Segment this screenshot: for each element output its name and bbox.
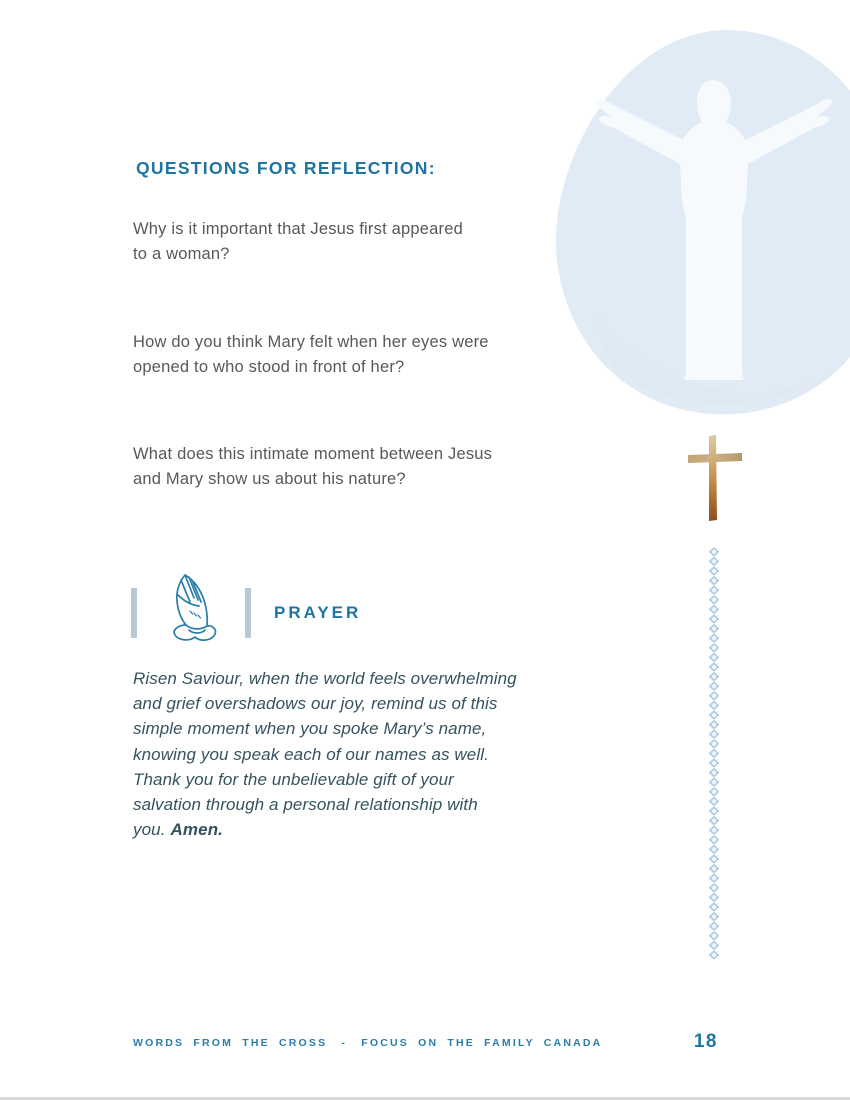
prayer-line [133, 817, 517, 842]
question-line: What does this intimate moment between Jesus [133, 445, 493, 463]
reflection-question-3 [133, 442, 492, 493]
risen-christ-silhouette-icon [540, 18, 850, 420]
reflection-question-2 [133, 330, 489, 381]
question-line: Why is it important that Jesus first appeared [133, 220, 463, 238]
footer-title-word: WORDS [133, 1037, 185, 1049]
diamond-chain-divider-icon [708, 547, 720, 959]
footer-title-middle: FROM THE [193, 1037, 270, 1049]
watercolor-cross-icon [684, 430, 746, 525]
question-line: How do you think Mary felt when her eyes were [133, 333, 489, 351]
question-line: to a woman? [133, 245, 230, 264]
reflection-heading: QUESTIONS FOR REFLECTION: [136, 158, 436, 178]
prayer-line: and grief overshadows our joy, remind us of this [133, 694, 498, 714]
prayer-line: Risen Saviour, when the world feels overwhelming [133, 669, 517, 688]
question-line: and Mary show us about his nature? [133, 470, 406, 489]
question-line: opened to who stood in front of her? [133, 358, 405, 377]
footer-publisher: FOCUS ON THE FAMILY CANADA [361, 1037, 603, 1049]
prayer-last-line: you. [133, 820, 166, 840]
footer-separator: - [341, 1037, 348, 1049]
prayer-text [133, 666, 517, 842]
reflection-question-1 [133, 217, 463, 268]
footer-running-title [133, 1037, 602, 1049]
page-number: 18 [693, 1031, 718, 1052]
praying-hands-icon [162, 570, 230, 646]
prayer-line: salvation through a personal relationship with [133, 795, 478, 815]
prayer-right-bar [245, 588, 251, 638]
prayer-amen: Amen. [170, 820, 224, 840]
prayer-line: Thank you for the unbelievable gift of your [133, 769, 454, 789]
prayer-line: simple moment when you spoke Mary’s name, [133, 719, 487, 739]
footer-title-word: CROSS [278, 1037, 328, 1049]
prayer-heading: PRAYER [274, 603, 362, 622]
prayer-left-bar [131, 588, 137, 638]
prayer-line: knowing you speak each of our names as well. [133, 744, 489, 764]
